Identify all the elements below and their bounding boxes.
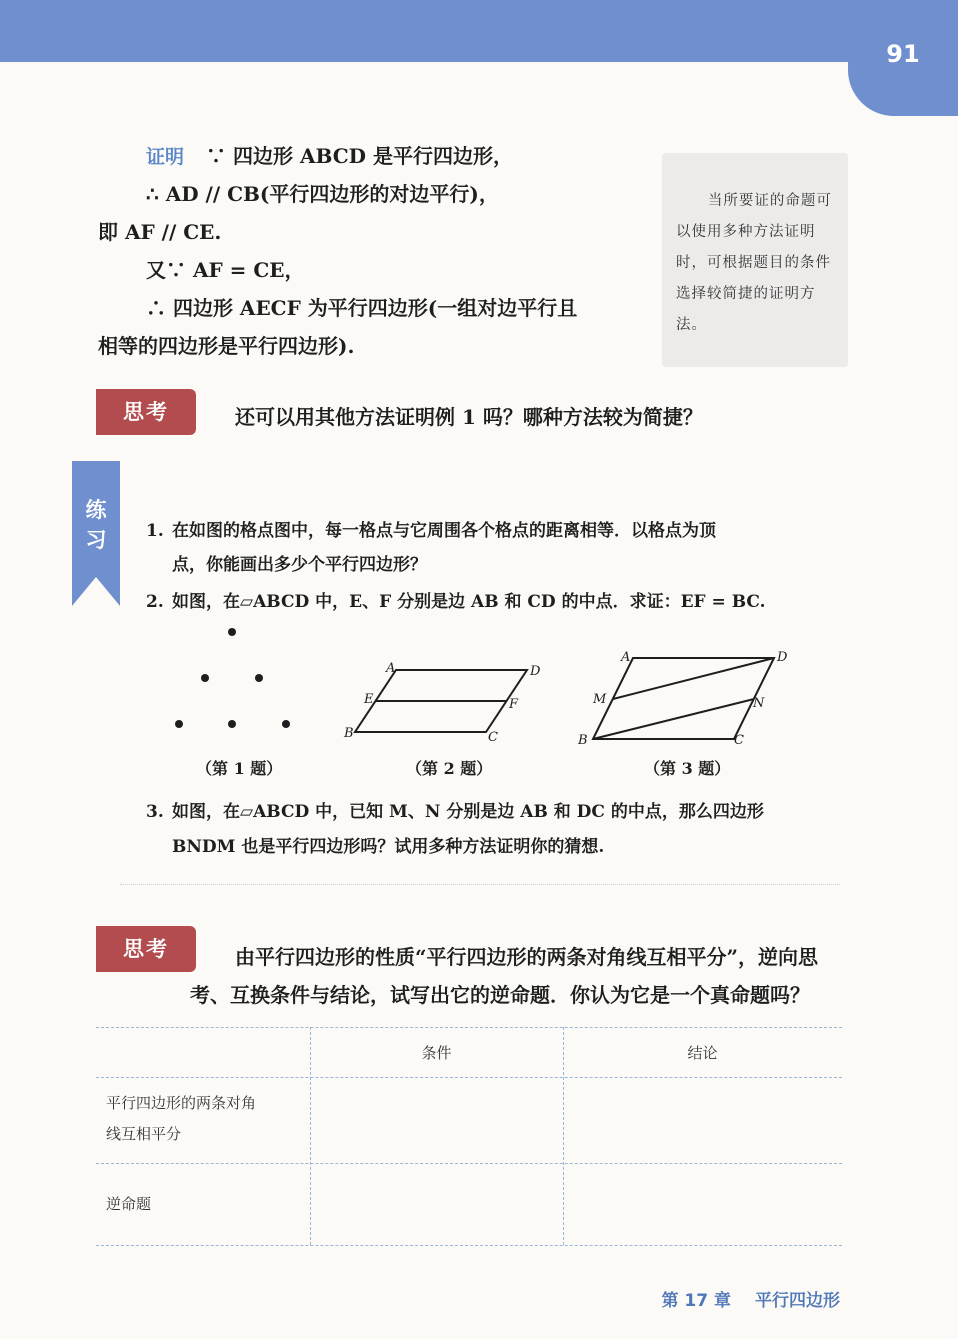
footer-chapter: 第 17 章 平行四边形 (661, 1291, 840, 1311)
proof-line-6: 相等的四边形是平行四边形). (98, 334, 355, 358)
table-row-2-label: 逆命题 (106, 1195, 152, 1213)
proof-line-1: 证明 ∵ 四边形 ABCD 是平行四边形， (146, 144, 513, 168)
exercise-item-3: 3. 如图，在▱ABCD 中，已知 M、N 分别是边 AB 和 DC 的中点，那么四边形 (146, 802, 764, 822)
exercise-divider (120, 884, 840, 885)
fig3-label-a: A (621, 650, 631, 665)
fig2-label-f: F (509, 697, 519, 712)
fig2-label-c: C (488, 730, 498, 745)
exercise-figures (150, 615, 870, 755)
fig3-label-d: D (777, 650, 788, 665)
lattice-point (282, 720, 290, 728)
fig2-label-b: B (344, 726, 354, 741)
proof-line-5: ∴ 四边形 AECF 为平行四边形(一组对边平行且 (146, 296, 578, 320)
caption-fig1: （第 1 题） (196, 759, 283, 778)
exercise-item-3-cont: BNDM 也是平行四边形吗？试用多种方法证明你的猜想. (172, 837, 605, 857)
think-tag-2: 思考 (96, 926, 196, 972)
header-band (0, 0, 958, 62)
fig1-lattice-points (175, 628, 290, 728)
fig3-label-b: B (578, 733, 588, 748)
lattice-point (201, 674, 209, 682)
table-header-condition: 条件 (421, 1044, 452, 1062)
table-header-conclusion: 结论 (687, 1044, 718, 1062)
think-tag-1: 思考 (96, 389, 196, 435)
table-header-border (96, 1077, 842, 1078)
think-question-1: 还可以用其他方法证明例 1 吗？哪种方法较为简捷？ (235, 405, 703, 429)
fig2-label-a: A (386, 661, 396, 676)
fig3-parallelogram (593, 658, 774, 739)
proof-label: 证明 (146, 146, 185, 168)
fig2-parallelogram (355, 670, 527, 732)
fig3-label-m: M (593, 692, 607, 707)
exercise-item-1: 1. 在如图的格点图中，每一格点与它周围各个格点的距离相等．以格点为顶 (146, 521, 716, 541)
fig2-label-d: D (530, 664, 541, 679)
fig2-label-e: E (364, 692, 374, 707)
fig3-label-n: N (753, 696, 765, 711)
fig3-label-c: C (734, 733, 744, 748)
table-row-border (96, 1163, 842, 1164)
exercise-item-2: 2. 如图，在▱ABCD 中，E、F 分别是边 AB 和 CD 的中点．求证：EF = BC. (146, 592, 766, 612)
think-question-2-line-1: 由平行四边形的性质“平行四边形的两条对角线互相平分”，逆向思 (235, 945, 819, 969)
page-number-tab (848, 20, 958, 116)
table-top-border (96, 1027, 842, 1028)
side-note-text: 当所要证的命题可以使用多种方法证明时，可根据题目的条件选择较简捷的证明方法。 (676, 193, 832, 333)
caption-fig3: （第 3 题） (644, 759, 731, 778)
lattice-point (228, 720, 236, 728)
caption-fig2: （第 2 题） (406, 759, 493, 778)
proof-line-4: 又∵ AF = CE， (146, 258, 305, 282)
proof-line-2: ∴ AD // CB(平行四边形的对边平行)， (146, 182, 499, 206)
table-bottom-border (96, 1245, 842, 1246)
lattice-point (255, 674, 263, 682)
exercise-label: 练习 (85, 498, 107, 552)
proof-line-3: 即 AF // CE. (98, 220, 222, 244)
lattice-point (175, 720, 183, 728)
table-row-1-label: 平行四边形的两条对角 线互相平分 (106, 1094, 257, 1143)
lattice-point (228, 628, 236, 636)
page-number: 91 (886, 40, 920, 68)
exercise-item-1-cont: 点，你能画出多少个平行四边形？ (172, 555, 427, 575)
think-question-2-line-2: 考、互换条件与结论，试写出它的逆命题．你认为它是一个真命题吗？ (190, 983, 810, 1007)
